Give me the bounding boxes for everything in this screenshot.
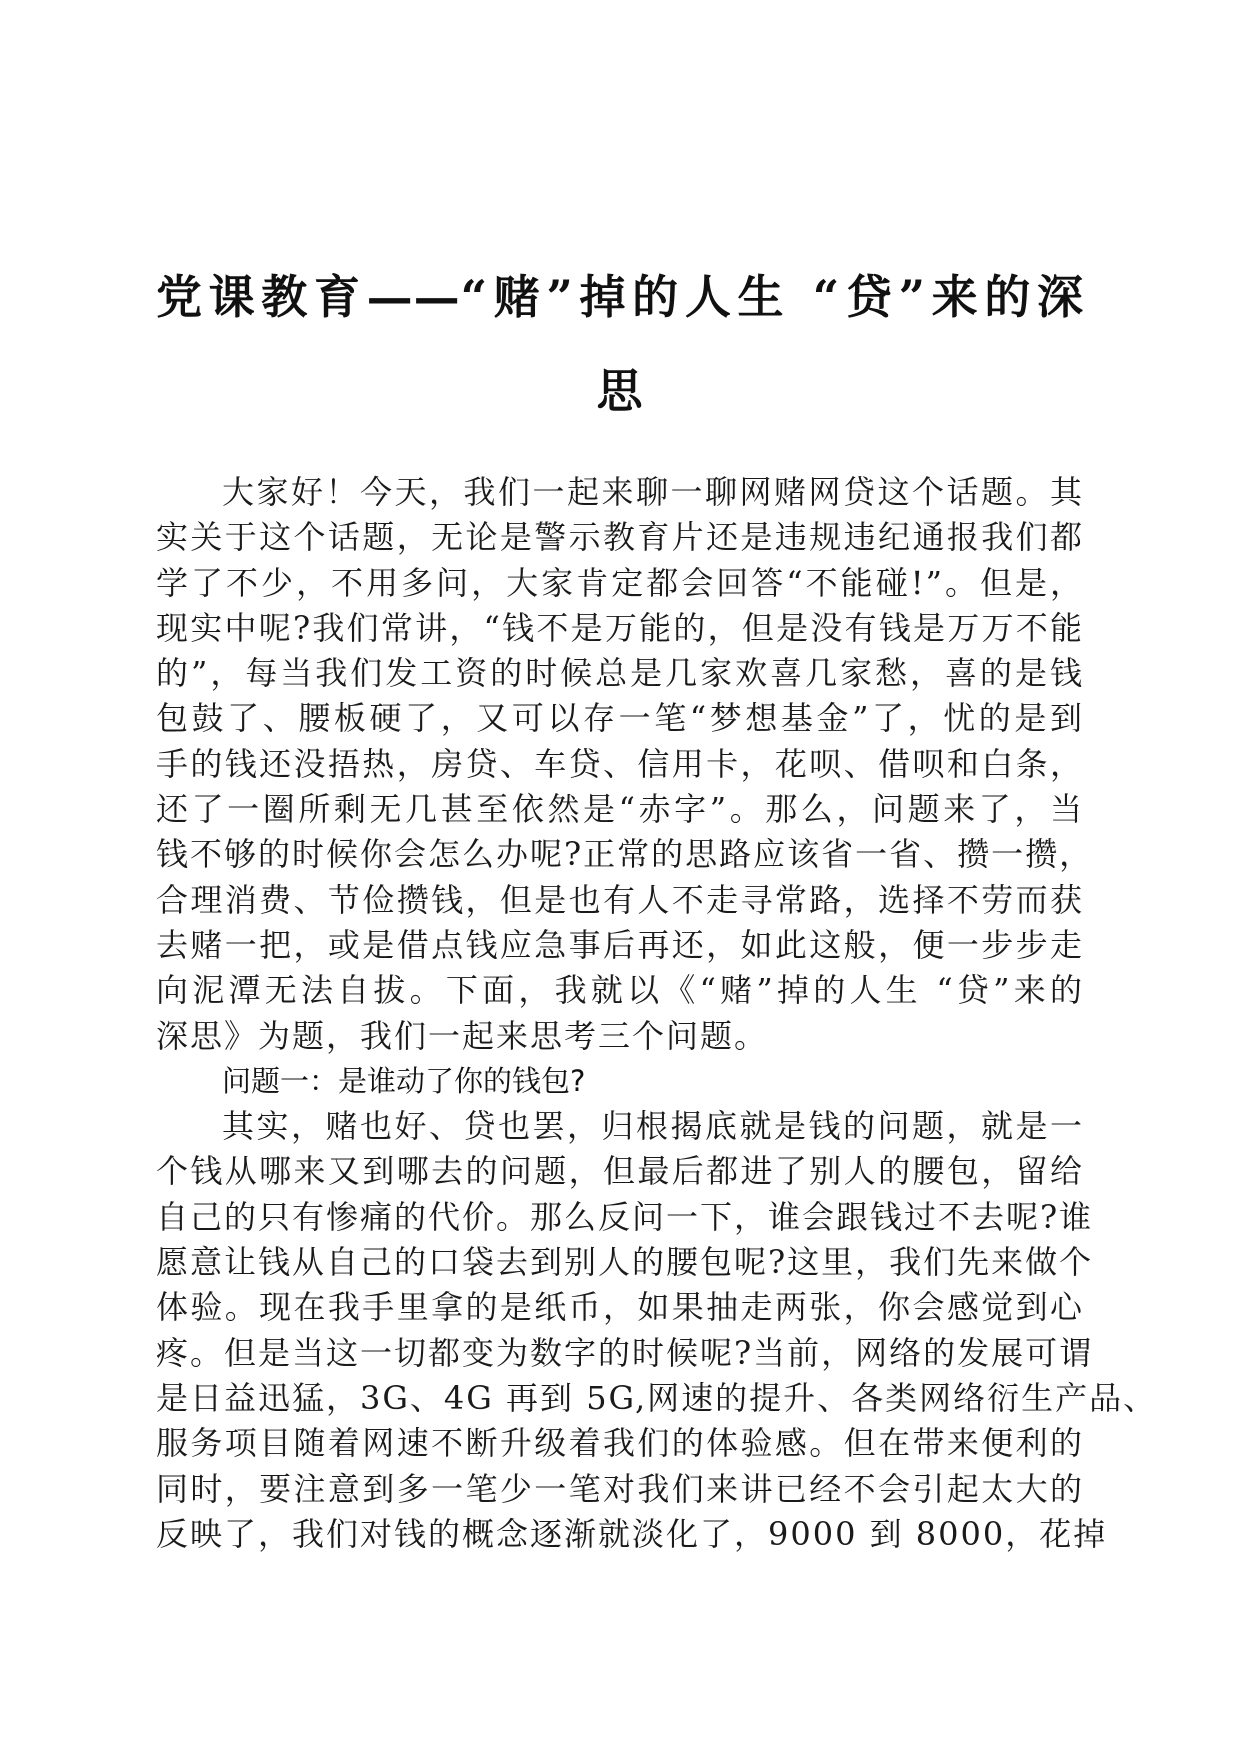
paragraph-line: 向泥潭无法自拔。下面，我就以《“赌”掉的人生 “贷”来的 — [156, 971, 1084, 1010]
paragraph-line: 合理消费、节俭攒钱，但是也有人不走寻常路，选择不劳而获 — [156, 880, 1084, 919]
paragraph-line: 其实，赌也好、贷也罢，归根揭底就是钱的问题，就是一 — [222, 1107, 1084, 1146]
title-line-2: 思 — [596, 364, 644, 418]
paragraph-section-1 — [156, 1104, 1158, 1557]
paragraph-line: 愿意让钱从自己的口袋去到别人的腰包呢?这里，我们先来做个 — [156, 1243, 1094, 1282]
paragraph-line: 钱不够的时候你会怎么办呢?正常的思路应该省一省、攒一攒， — [156, 835, 1094, 874]
paragraph-line: 实关于这个话题，无论是警示教育片还是违规违纪通报我们都 — [156, 518, 1084, 557]
section-heading-1: 问题一：是谁动了你的钱包? — [222, 1063, 586, 1098]
paragraph-line: 体验。现在我手里拿的是纸币，如果抽走两张，你会感觉到心 — [156, 1288, 1084, 1327]
paragraph-line: 深思》为题，我们一起来思考三个问题。 — [156, 1016, 769, 1055]
paragraph-line: 个钱从哪来又到哪去的问题，但最后都进了别人的腰包，留给 — [156, 1152, 1084, 1191]
paragraph-line: 大家好！今天，我们一起来聊一聊网赌网贷这个话题。其 — [222, 473, 1084, 511]
paragraph-line: 现实中呢?我们常讲，“钱不是万能的，但是没有钱是万万不能 — [156, 608, 1084, 647]
paragraph-line: 包鼓了、腰板硬了，又可以存一笔“梦想基金”了，忧的是到 — [156, 699, 1084, 738]
paragraph-line: 自己的只有惨痛的代价。那么反问一下，谁会跟钱过不去呢?谁 — [156, 1197, 1094, 1236]
paragraph-line: 学了不少，不用多问，大家肯定都会回答“不能碰!”。但是， — [156, 563, 1084, 602]
paragraph-line: 手的钱还没捂热，房贷、车贷、信用卡，花呗、借呗和白条， — [156, 744, 1084, 783]
document-body — [156, 470, 1158, 1557]
paragraph-line: 疼。但是当这一切都变为数字的时候呢?当前，网络的发展可谓 — [156, 1333, 1094, 1372]
document-title — [156, 250, 1084, 438]
paragraph-line: 还了一圈所剩无几甚至依然是“赤字”。那么，问题来了，当 — [156, 790, 1084, 829]
paragraph-line: 同时，要注意到多一笔少一笔对我们来讲已经不会引起太大的 — [156, 1469, 1084, 1508]
paragraph-line: 去赌一把，或是借点钱应急事后再还，如此这般，便一步步走 — [156, 925, 1084, 964]
paragraph-line: 的”，每当我们发工资的时候总是几家欢喜几家愁，喜的是钱 — [156, 654, 1084, 693]
paragraph-line: 是日益迅猛，3G、4G 再到 5G,网速的提升、各类网络衍生产品、 — [156, 1378, 1158, 1417]
paragraph-line: 服务项目随着网速不断升级着我们的体验感。但在带来便利的 — [156, 1424, 1084, 1463]
paragraph-line: 反映了，我们对钱的概念逐渐就淡化了，9000 到 8000，花掉 — [156, 1514, 1108, 1553]
paragraph-intro — [156, 470, 1094, 1059]
title-line-1: 党课教育——“赌”掉的人生 “贷”来的深 — [156, 270, 1084, 324]
